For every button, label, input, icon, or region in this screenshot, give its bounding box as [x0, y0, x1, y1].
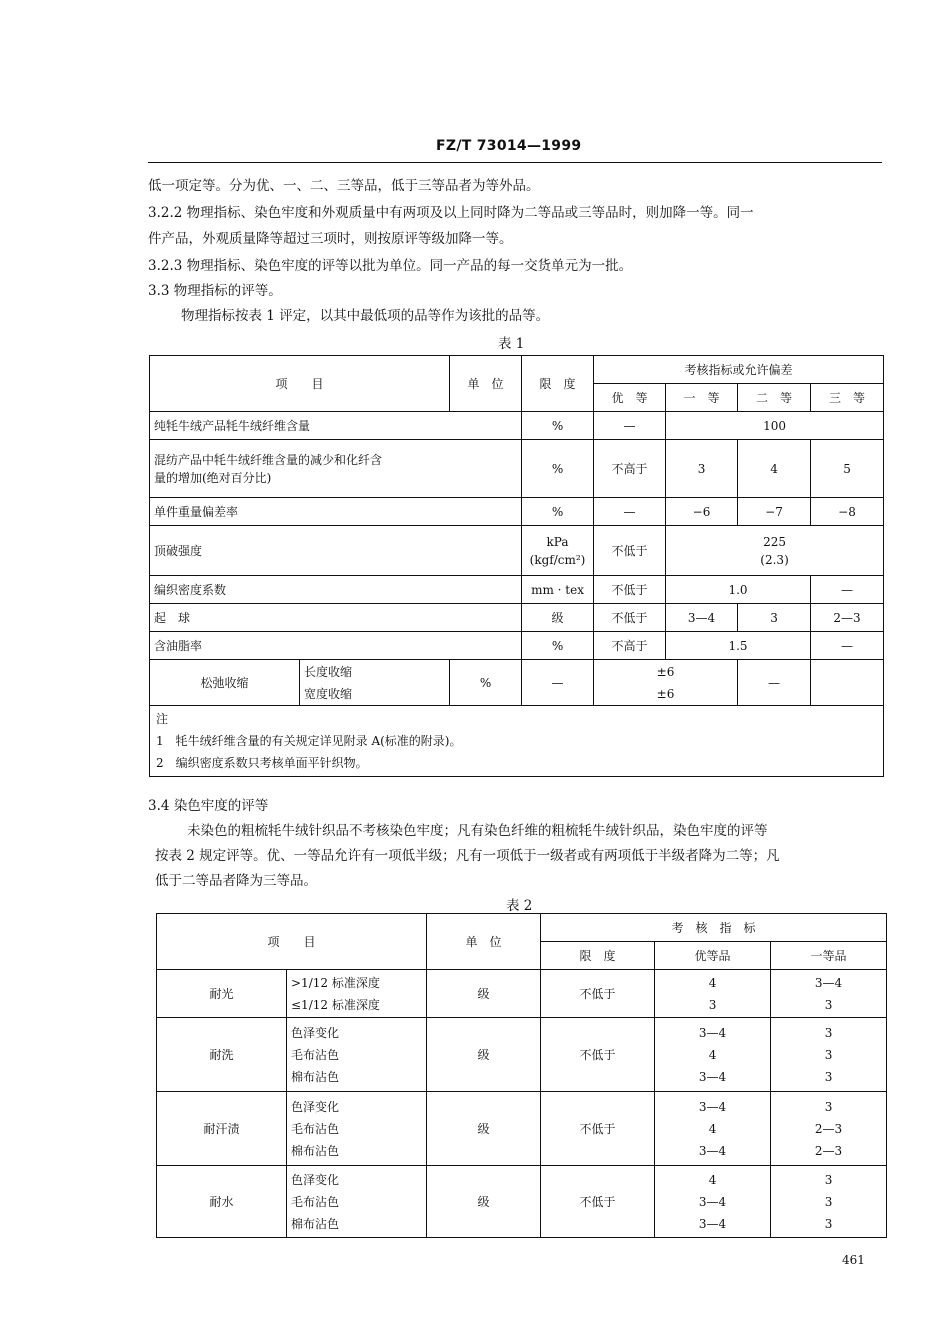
group-limit: 不低于	[541, 1018, 655, 1092]
group-unit: 级	[427, 970, 541, 1018]
table-row	[157, 1166, 887, 1238]
table-row	[157, 970, 887, 1018]
group-limit: 不低于	[541, 1092, 655, 1166]
header-grade: 优 等	[594, 384, 666, 412]
header-grade: 优等品	[655, 942, 771, 970]
group-name: 耐洗	[157, 1018, 287, 1092]
group-values-g2: 3—4 3	[771, 970, 887, 1018]
row-value: 3	[738, 604, 811, 632]
group-values-g1: 3—4 4 3—4	[655, 1018, 771, 1092]
row-value: —	[811, 576, 884, 604]
row-unit: mm · tex	[522, 576, 594, 604]
group-unit: 级	[427, 1092, 541, 1166]
header-limit: 限 度	[522, 356, 594, 412]
header-grade: 三 等	[811, 384, 884, 412]
row-value: −8	[811, 498, 884, 526]
row-unit: 级	[522, 604, 594, 632]
row-value: 1.5	[666, 632, 811, 660]
row-unit: %	[450, 660, 522, 706]
table-2	[156, 913, 887, 1238]
table-row	[150, 632, 884, 660]
row-unit: %	[522, 498, 594, 526]
header-item: 项 目	[157, 914, 427, 970]
paragraph: 3.2.3 物理指标、染色牢度的评等以批为单位。同一产品的每一交货单元为一批。	[148, 258, 633, 274]
group-subitems: 色泽变化 毛布沾色 棉布沾色	[287, 1092, 427, 1166]
row-item: 含油脂率	[150, 632, 522, 660]
row-value: −7	[738, 498, 811, 526]
row-limit: —	[594, 412, 666, 440]
header-rule	[148, 162, 882, 163]
group-limit: 不低于	[541, 970, 655, 1018]
header-group: 考核指标或允许偏差	[594, 356, 884, 384]
group-limit: 不低于	[541, 1166, 655, 1238]
row-item: 松弛收缩	[150, 660, 300, 706]
group-unit: 级	[427, 1018, 541, 1092]
group-name: 耐水	[157, 1166, 287, 1238]
row-value: 5	[811, 440, 884, 498]
row-value: 2—3	[811, 604, 884, 632]
row-value: 3	[666, 440, 738, 498]
row-value: 100	[666, 412, 884, 440]
header-grade: 二 等	[738, 384, 811, 412]
table-row	[150, 576, 884, 604]
row-value: —	[738, 660, 811, 706]
table-caption: 表 1	[498, 336, 525, 352]
group-values-g1: 3—4 4 3—4	[655, 1092, 771, 1166]
section-heading: 3.3 物理指标的评等。	[148, 283, 282, 299]
header-unit: 单 位	[427, 914, 541, 970]
header-group: 考 核 指 标	[541, 914, 887, 942]
table-notes	[150, 706, 884, 777]
table-row	[150, 412, 884, 440]
row-value: 225 (2.3)	[666, 526, 884, 576]
group-subitems: 色泽变化 毛布沾色 棉布沾色	[287, 1018, 427, 1092]
paragraph: 3.2.2 物理指标、染色牢度和外观质量中有两项及以上同时降为二等品或三等品时，则加降一等。同一	[148, 205, 754, 221]
row-limit: 不高于	[594, 632, 666, 660]
row-unit: kPa (kgf/cm²)	[522, 526, 594, 576]
row-limit: —	[522, 660, 594, 706]
group-values-g2: 3 2—3 2—3	[771, 1092, 887, 1166]
paragraph: 物理指标按表 1 评定，以其中最低项的品等作为该批的品等。	[181, 308, 550, 324]
paragraph: 按表 2 规定评等。优、一等品允许有一项低半级；凡有一项低于一级者或有两项低于半级者降为二等；凡	[155, 848, 780, 864]
table-row	[150, 526, 884, 576]
table-row	[157, 1092, 887, 1166]
table-1	[149, 355, 884, 777]
row-value: 1.0	[666, 576, 811, 604]
page-number: 461	[842, 1253, 865, 1267]
group-subitems: >1/12 标准深度 ≤1/12 标准深度	[287, 970, 427, 1018]
header-limit: 限 度	[541, 942, 655, 970]
header-grade: 一 等	[666, 384, 738, 412]
paragraph: 未染色的粗梳牦牛绒针织品不考核染色牢度；凡有染色纤维的粗梳牦牛绒针织品，染色牢度的评等	[187, 823, 768, 839]
section-heading: 3.4 染色牢度的评等	[148, 798, 269, 814]
table-row	[150, 498, 884, 526]
table-caption: 表 2	[506, 898, 533, 914]
row-unit: %	[522, 440, 594, 498]
row-value: —	[811, 632, 884, 660]
group-values-g1: 4 3—4 3—4	[655, 1166, 771, 1238]
paragraph: 低于二等品者降为三等品。	[155, 873, 317, 889]
group-values-g1: 4 3	[655, 970, 771, 1018]
group-values-g2: 3 3 3	[771, 1166, 887, 1238]
group-values-g2: 3 3 3	[771, 1018, 887, 1092]
note-item: 1 牦牛绒纤维含量的有关规定详见附录 A(标准的附录)。	[156, 734, 462, 748]
paragraph: 低一项定等。分为优、一、二、三等品，低于三等品者为等外品。	[148, 178, 540, 194]
row-value: −6	[666, 498, 738, 526]
row-subitems: 长度收缩 宽度收缩	[300, 660, 450, 706]
group-subitems: 色泽变化 毛布沾色 棉布沾色	[287, 1166, 427, 1238]
row-limit: —	[594, 498, 666, 526]
header-unit: 单 位	[450, 356, 522, 412]
group-unit: 级	[427, 1166, 541, 1238]
row-value: 4	[738, 440, 811, 498]
note-title: 注	[156, 712, 169, 726]
row-item: 顶破强度	[150, 526, 522, 576]
row-limit: 不低于	[594, 576, 666, 604]
row-item: 起 球	[150, 604, 522, 632]
table-row	[150, 604, 884, 632]
table-row	[150, 660, 884, 706]
paragraph: 件产品，外观质量降等超过三项时，则按原评等级加降一等。	[148, 231, 513, 247]
row-unit: %	[522, 632, 594, 660]
header-item: 项 目	[150, 356, 450, 412]
row-value: ±6 ±6	[594, 660, 738, 706]
row-item: 混纺产品中牦牛绒纤维含量的减少和化纤含 量的增加(绝对百分比)	[150, 440, 522, 498]
table-row	[150, 440, 884, 498]
table-row	[157, 1018, 887, 1092]
row-value: 3—4	[666, 604, 738, 632]
group-name: 耐光	[157, 970, 287, 1018]
note-item: 2 编织密度系数只考核单面平针织物。	[156, 756, 368, 770]
header-grade: 一等品	[771, 942, 887, 970]
row-limit: 不低于	[594, 526, 666, 576]
row-item: 编织密度系数	[150, 576, 522, 604]
group-name: 耐汗渍	[157, 1092, 287, 1166]
row-item: 纯牦牛绒产品牦牛绒纤维含量	[150, 412, 522, 440]
row-unit: %	[522, 412, 594, 440]
standard-code: FZ/T 73014—1999	[436, 138, 582, 154]
row-limit: 不高于	[594, 440, 666, 498]
row-limit: 不低于	[594, 604, 666, 632]
row-item: 单件重量偏差率	[150, 498, 522, 526]
